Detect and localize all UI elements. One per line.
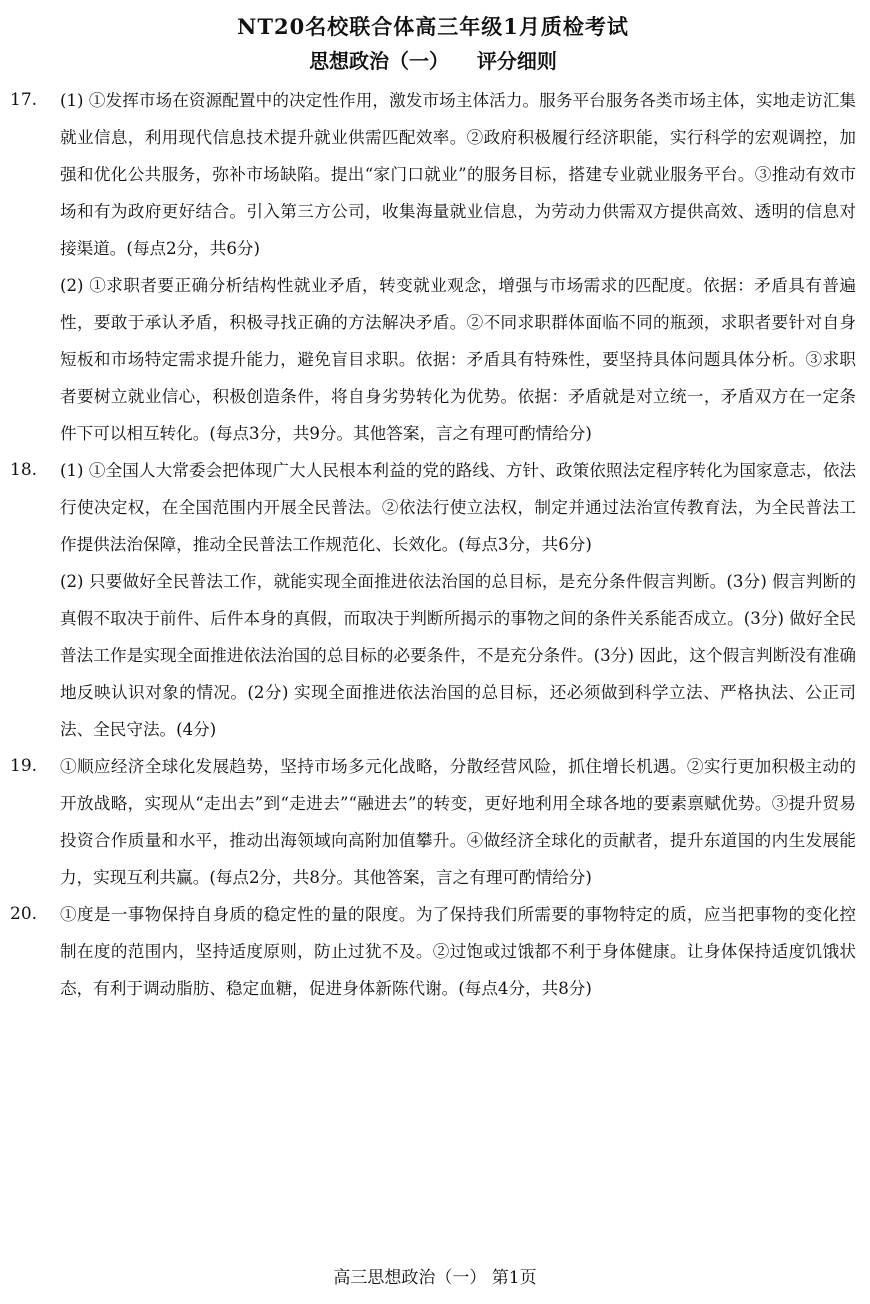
answer-paragraph: (1) ①全国人大常委会把体现广大人民根本利益的党的路线、方针、政策依照法定程序转化为国家意志，依法行使决定权，在全国范围内开展全民普法。②依法行使立法权，制定并通过法治宣传教育法，为全民普法工作提供法治保障，推动全民普法工作规范化、长效化。(每点3分，共6分) xyxy=(60,461,856,554)
question-18 xyxy=(10,452,856,748)
question-body xyxy=(60,82,856,452)
question-number: 17. xyxy=(10,90,38,110)
page-title: NT20名校联合体高三年级1月质检考试 xyxy=(237,14,629,39)
answer-paragraph: (1) ①发挥市场在资源配置中的决定性作用，激发市场主体活力。服务平台服务各类市场主体，实地走访汇集就业信息，利用现代信息技术提升就业供需匹配效率。②政府积极履行经济职能，实行科学的宏观调控，加强和优化公共服务，弥补市场缺陷。提出“家门口就业”的服务目标，搭建专业就业服务平台。③推动有效市场和有为政府更好结合。引入第三方公司，收集海量就业信息，为劳动力供需双方提供高效、透明的信息对接渠道。(每点2分，共6分) xyxy=(60,91,856,258)
answer-paragraph: (2) 只要做好全民普法工作，就能实现全面推进依法治国的总目标，是充分条件假言判断。(3分) 假言判断的真假不取决于前件、后件本身的真假，而取决于判断所揭示的事物之间的条件关系能否成立。(3分) 做好全民普法工作是实现全面推进依法治国的总目标的必要条件，不是充分条件。(3分) 因此，这个假言判断没有准确地反映认识对象的情况。(2分) 实现全面推进依法治国的总目标，还必须做到科学立法、严格执法、公正司法、全民守法。(4分) xyxy=(60,572,856,739)
page-subtitle: 思想政治（一） 评分细则 xyxy=(309,49,557,73)
question-number: 19. xyxy=(10,756,38,776)
question-number: 20. xyxy=(10,904,38,924)
answer-paragraph: ①度是一事物保持自身质的稳定性的量的限度。为了保持我们所需要的事物特定的质，应当把事物的变化控制在度的范围内，坚持适度原则，防止过犹不及。②过饱或过饿都不利于身体健康。让身体保持适度饥饿状态，有利于调动脂肪、稳定血糖，促进身体新陈代谢。(每点4分，共8分) xyxy=(60,905,856,998)
question-body xyxy=(60,896,856,1007)
answer-paragraph: ①顺应经济全球化发展趋势，坚持市场多元化战略，分散经营风险，抓住增长机遇。②实行更加积极主动的开放战略，实现从“走出去”到“走进去”“融进去”的转变，更好地利用全球各地的要素禀赋优势。③提升贸易投资合作质量和水平，推动出海领域向高附加值攀升。④做经济全球化的贡献者，提升东道国的内生发展能力，实现互利共赢。(每点2分，共8分。其他答案，言之有理可酌情给分) xyxy=(60,757,856,887)
question-20 xyxy=(10,896,856,1007)
question-17 xyxy=(10,82,856,452)
question-19 xyxy=(10,748,856,896)
answer-paragraph: (2) ①求职者要正确分析结构性就业矛盾，转变就业观念，增强与市场需求的匹配度。依据：矛盾具有普遍性，要敢于承认矛盾，积极寻找正确的方法解决矛盾。②不同求职群体面临不同的瓶颈，求职者要针对自身短板和市场特定需求提升能力，避免盲目求职。依据：矛盾具有特殊性，要坚持具体问题具体分析。③求职者要树立就业信心，积极创造条件，将自身劣势转化为优势。依据：矛盾就是对立统一，矛盾双方在一定条件下可以相互转化。(每点3分，共9分。其他答案，言之有理可酌情给分) xyxy=(60,276,856,443)
question-body xyxy=(60,748,856,896)
question-body xyxy=(60,452,856,748)
page-footer: 高三思想政治（一） 第1页 xyxy=(333,1268,537,1288)
question-number: 18. xyxy=(10,460,38,480)
